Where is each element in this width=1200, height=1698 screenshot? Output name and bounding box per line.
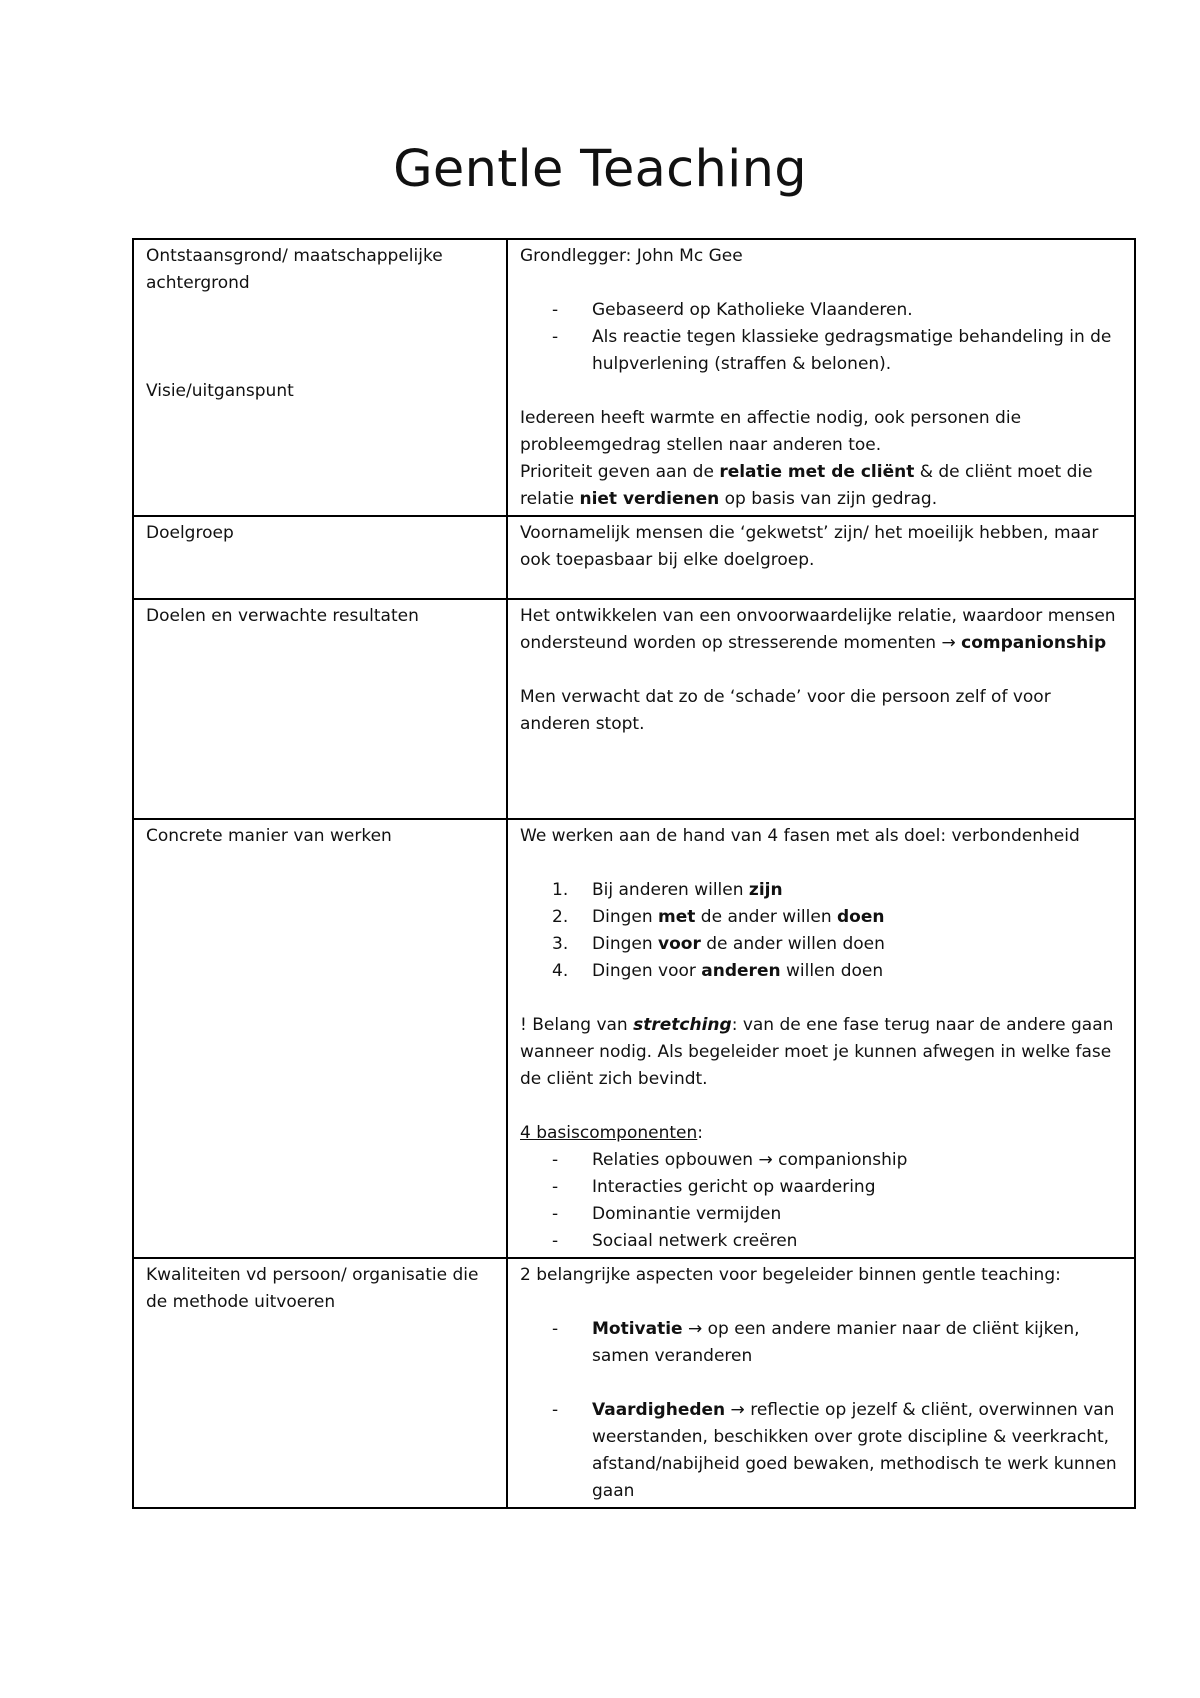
- table-row: [133, 516, 1135, 599]
- list-item: 1. Bij anderen willen zijn: [552, 880, 783, 900]
- list-item: - Als reactie tegen klassieke gedragsmatige behandeling in de hulpverlening (straffen & belonen).: [520, 324, 1122, 378]
- row-label: Ontstaansgrond/ maatschappelijke achtergrond: [146, 246, 443, 293]
- row-label-cell: [133, 1258, 507, 1508]
- list-item: - Sociaal netwerk creëren: [520, 1228, 1122, 1255]
- phase-list: [520, 877, 1122, 985]
- list-item: - Motivatie → op een andere manier naar de cliënt kijken, samen veranderen: [520, 1316, 1122, 1370]
- row-label: Visie/uitganspunt: [146, 381, 294, 401]
- row-label: Concrete manier van werken: [146, 826, 392, 846]
- row-label-cell: [133, 819, 507, 1258]
- row-label: Kwaliteiten vd persoon/ organisatie die de methode uitvoeren: [146, 1265, 479, 1312]
- page-title: Gentle Teaching: [393, 140, 807, 199]
- list-item: - Gebaseerd op Katholieke Vlaanderen.: [520, 297, 1122, 324]
- paragraph: Prioriteit geven aan de relatie met de cliënt & de cliënt moet die relatie niet verdienen op basis van zijn gedrag.: [520, 462, 1093, 509]
- aspect-list: [520, 1397, 1122, 1505]
- list-item: 4. Dingen voor anderen willen doen: [552, 961, 884, 981]
- list-item: 3. Dingen voor de ander willen doen: [552, 934, 885, 954]
- list-item: - Dominantie vermijden: [520, 1201, 1122, 1228]
- paragraph: Voornamelijk mensen die ‘gekwetst’ zijn/ het moeilijk hebben, maar ook toepasbaar bij elke doelgroep.: [520, 523, 1099, 570]
- row-label-cell: [133, 599, 507, 819]
- method-table: [132, 238, 1136, 1509]
- row-content-cell: [507, 819, 1135, 1258]
- founder-line: Grondlegger: John Mc Gee: [520, 246, 743, 266]
- paragraph: Het ontwikkelen van een onvoorwaardelijke relatie, waardoor mensen ondersteund worden op stresserende momenten → companionship: [520, 606, 1116, 653]
- row-content-cell: [507, 599, 1135, 819]
- table-row: [133, 239, 1135, 516]
- row-content-cell: [507, 1258, 1135, 1508]
- paragraph: 2 belangrijke aspecten voor begeleider binnen gentle teaching:: [520, 1265, 1061, 1285]
- row-content-cell: [507, 516, 1135, 599]
- list-item: - Vaardigheden → reflectie op jezelf & cliënt, overwinnen van weerstanden, beschikken over grote discipline & veerkracht, afstand/nabijheid goed bewaken, methodisch te werk kunnen gaan: [520, 1397, 1122, 1505]
- table-row: [133, 1258, 1135, 1508]
- component-list: [520, 1147, 1122, 1255]
- section-heading: 4 basiscomponenten:: [520, 1123, 704, 1143]
- paragraph: We werken aan de hand van 4 fasen met als doel: verbondenheid: [520, 826, 1080, 846]
- list-item: - Interacties gericht op waardering: [520, 1174, 1122, 1201]
- paragraph: Men verwacht dat zo de ‘schade’ voor die persoon zelf of voor anderen stopt.: [520, 687, 1051, 734]
- paragraph: ! Belang van stretching: van de ene fase terug naar de andere gaan wanneer nodig. Als begeleider moet je kunnen afwegen in welke fase de cliënt zich bevindt.: [520, 1015, 1114, 1089]
- row-label: Doelgroep: [146, 523, 234, 543]
- row-label-cell: [133, 239, 507, 516]
- table-row: [133, 599, 1135, 819]
- paragraph: Iedereen heeft warmte en affectie nodig, ook personen die probleemgedrag stellen naar anderen toe.: [520, 408, 1022, 455]
- row-content-cell: [507, 239, 1135, 516]
- list-item: - Relaties opbouwen → companionship: [520, 1147, 1122, 1174]
- bullet-list: [520, 297, 1122, 378]
- table-row: [133, 819, 1135, 1258]
- list-item: 2. Dingen met de ander willen doen: [552, 907, 885, 927]
- aspect-list: [520, 1316, 1122, 1370]
- row-label-cell: [133, 516, 507, 599]
- row-label: Doelen en verwachte resultaten: [146, 606, 419, 626]
